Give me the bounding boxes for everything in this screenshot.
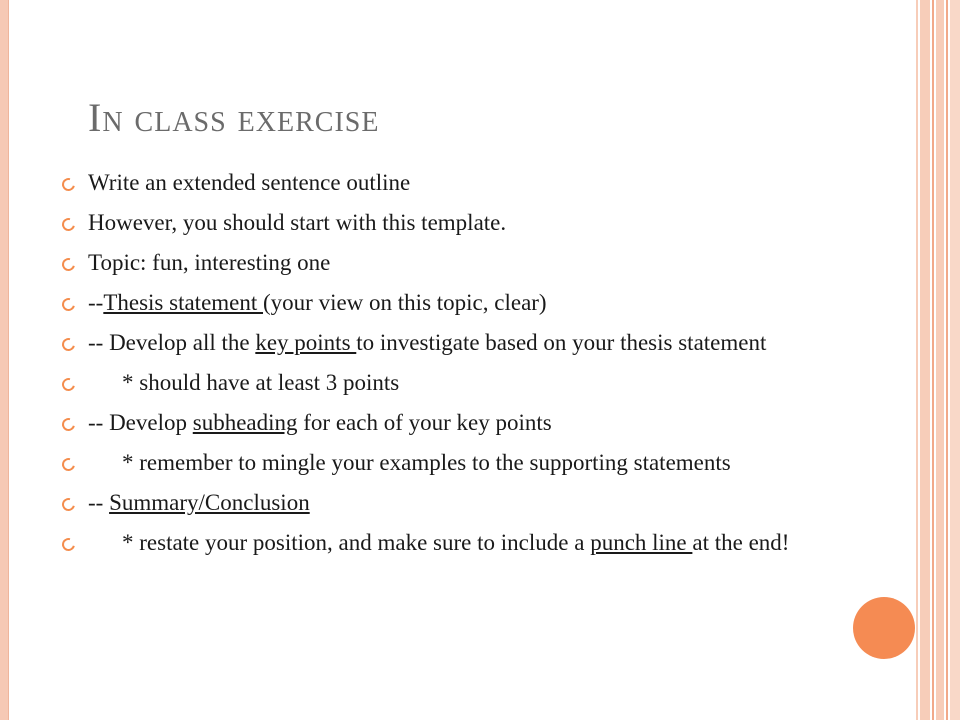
stripe [932, 0, 934, 720]
underlined-term: subheading [192, 410, 298, 435]
bullet-item [62, 210, 822, 236]
bullet-item [62, 410, 822, 436]
right-stripe-decoration [916, 0, 960, 720]
stripe [916, 0, 918, 720]
bullet-icon [60, 256, 78, 274]
bullet-item [62, 170, 822, 196]
bullet-icon [60, 416, 78, 434]
bullet-text: -- [88, 490, 110, 515]
bullet-item [62, 290, 822, 316]
stripe [950, 0, 960, 720]
underlined-term: Summary/Conclusion [109, 490, 310, 515]
bullet-text: to investigate based on your thesis statement [356, 330, 767, 355]
bullet-text: -- [88, 290, 104, 315]
bullet-item [62, 490, 822, 516]
bullet-text: Topic: fun, interesting one [88, 250, 331, 275]
bullet-icon [60, 456, 78, 474]
underlined-term: key points [255, 330, 357, 355]
bullet-icon [60, 376, 78, 394]
stripe [920, 0, 930, 720]
bullet-icon [60, 296, 78, 314]
stripe [946, 0, 948, 720]
bullet-text: Write an extended sentence outline [88, 170, 411, 195]
bullet-text: -- Develop all the [88, 330, 256, 355]
bullet-icon [60, 216, 78, 234]
left-border-bar [0, 0, 8, 720]
bullet-item [62, 330, 822, 356]
bullet-item [62, 530, 822, 556]
bullet-text: for each of your key points [297, 410, 552, 435]
underlined-term: Thesis statement [103, 290, 264, 315]
bullet-text: * should have at least 3 points [122, 370, 400, 395]
bullet-text: However, you should start with this template. [88, 210, 507, 235]
left-border-line [8, 0, 9, 720]
bullet-text: at the end! [692, 530, 790, 555]
bullet-item [62, 250, 822, 276]
bullet-list [62, 170, 822, 570]
bullet-text: -- Develop [88, 410, 193, 435]
bullet-icon [60, 536, 78, 554]
bullet-icon [60, 496, 78, 514]
orange-circle-decoration [853, 597, 915, 659]
underlined-term: punch line [590, 530, 693, 555]
bullet-item [62, 450, 822, 476]
bullet-text: * remember to mingle your examples to the supporting statements [122, 450, 731, 475]
stripe [936, 0, 944, 720]
slide-title: In class exercise [88, 95, 380, 140]
bullet-icon [60, 336, 78, 354]
bullet-icon [60, 176, 78, 194]
bullet-text: * restate your position, and make sure to include a [122, 530, 591, 555]
bullet-text: (your view on this topic, clear) [263, 290, 547, 315]
bullet-item [62, 370, 822, 396]
